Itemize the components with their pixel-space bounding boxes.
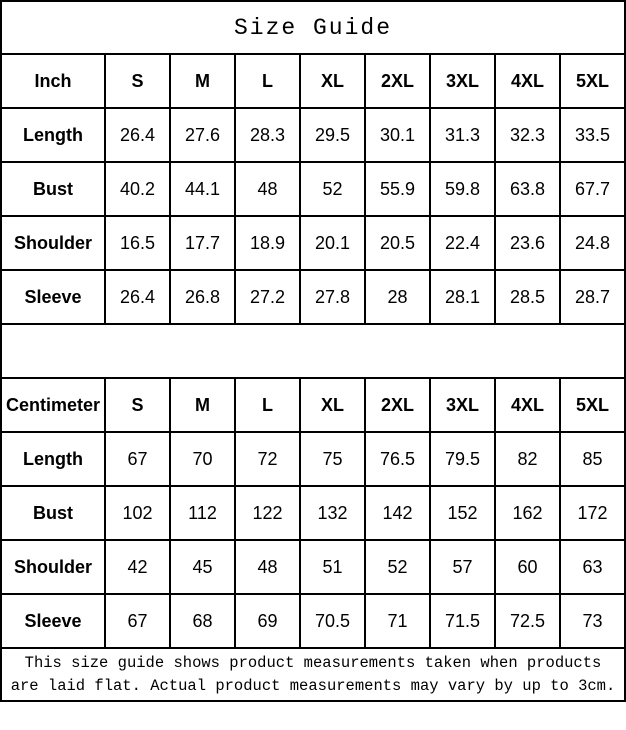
measurement-value: 85: [560, 432, 625, 486]
measurement-value: 102: [105, 486, 170, 540]
measurement-value: 79.5: [430, 432, 495, 486]
size-label: M: [170, 378, 235, 432]
size-label: XL: [300, 54, 365, 108]
measurement-value: 75: [300, 432, 365, 486]
size-label: 2XL: [365, 378, 430, 432]
measurement-value: 52: [300, 162, 365, 216]
measurement-value: 20.5: [365, 216, 430, 270]
measurement-value: 59.8: [430, 162, 495, 216]
size-label: 4XL: [495, 54, 560, 108]
measurement-value: 45: [170, 540, 235, 594]
title-row: [1, 1, 625, 54]
size-label: M: [170, 54, 235, 108]
measurement-value: 28.3: [235, 108, 300, 162]
footer-note-line2: are laid flat. Actual product measurements may vary by up to 3cm.: [10, 676, 616, 695]
measurement-value: 55.9: [365, 162, 430, 216]
measurement-value: 71: [365, 594, 430, 648]
measurement-value: 70.5: [300, 594, 365, 648]
separator-row: [1, 324, 625, 378]
unit-label: Inch: [1, 54, 105, 108]
measurement-value: 73: [560, 594, 625, 648]
measurement-value: 70: [170, 432, 235, 486]
size-label: XL: [300, 378, 365, 432]
measurement-value: 27.6: [170, 108, 235, 162]
measurement-value: 67.7: [560, 162, 625, 216]
measurement-value: 48: [235, 162, 300, 216]
measurement-value: 22.4: [430, 216, 495, 270]
measurement-value: 63: [560, 540, 625, 594]
measurement-row: [1, 486, 625, 540]
footer-row: [1, 648, 625, 701]
measurement-value: 44.1: [170, 162, 235, 216]
measurement-value: 28: [365, 270, 430, 324]
measurement-value: 112: [170, 486, 235, 540]
measurement-value: 82: [495, 432, 560, 486]
measurement-value: 172: [560, 486, 625, 540]
size-label: S: [105, 54, 170, 108]
measurement-value: 27.8: [300, 270, 365, 324]
measurement-label: Sleeve: [1, 594, 105, 648]
measurement-label: Shoulder: [1, 540, 105, 594]
measurement-value: 57: [430, 540, 495, 594]
centimeter-table: [1, 378, 625, 648]
measurement-label: Shoulder: [1, 216, 105, 270]
measurement-value: 68: [170, 594, 235, 648]
measurement-value: 33.5: [560, 108, 625, 162]
measurement-value: 52: [365, 540, 430, 594]
measurement-row: [1, 162, 625, 216]
measurement-row: [1, 432, 625, 486]
measurement-row: [1, 108, 625, 162]
measurement-value: 27.2: [235, 270, 300, 324]
measurement-value: 42: [105, 540, 170, 594]
measurement-value: 23.6: [495, 216, 560, 270]
measurement-value: 31.3: [430, 108, 495, 162]
title-section: [1, 1, 625, 54]
size-label: S: [105, 378, 170, 432]
measurement-label: Sleeve: [1, 270, 105, 324]
measurement-value: 17.7: [170, 216, 235, 270]
size-label: L: [235, 378, 300, 432]
measurement-value: 20.1: [300, 216, 365, 270]
measurement-value: 152: [430, 486, 495, 540]
measurement-value: 18.9: [235, 216, 300, 270]
measurement-value: 63.8: [495, 162, 560, 216]
size-label: 5XL: [560, 378, 625, 432]
measurement-row: [1, 270, 625, 324]
measurement-value: 28.5: [495, 270, 560, 324]
measurement-value: 40.2: [105, 162, 170, 216]
measurement-value: 67: [105, 594, 170, 648]
measurement-value: 72: [235, 432, 300, 486]
measurement-value: 71.5: [430, 594, 495, 648]
size-label: 2XL: [365, 54, 430, 108]
size-label: L: [235, 54, 300, 108]
measurement-value: 122: [235, 486, 300, 540]
measurement-value: 142: [365, 486, 430, 540]
footer-section: [1, 648, 625, 701]
size-label: 5XL: [560, 54, 625, 108]
measurement-value: 24.8: [560, 216, 625, 270]
measurement-value: 29.5: [300, 108, 365, 162]
size-label: 4XL: [495, 378, 560, 432]
measurement-value: 26.8: [170, 270, 235, 324]
measurement-row: [1, 540, 625, 594]
measurement-label: Length: [1, 432, 105, 486]
measurement-value: 69: [235, 594, 300, 648]
measurement-value: 28.1: [430, 270, 495, 324]
size-header-row: [1, 54, 625, 108]
measurement-row: [1, 216, 625, 270]
measurement-value: 132: [300, 486, 365, 540]
measurement-value: 28.7: [560, 270, 625, 324]
measurement-value: 32.3: [495, 108, 560, 162]
measurement-label: Length: [1, 108, 105, 162]
measurement-row: [1, 594, 625, 648]
measurement-value: 76.5: [365, 432, 430, 486]
measurement-value: 30.1: [365, 108, 430, 162]
measurement-value: 162: [495, 486, 560, 540]
footer-note-line1: This size guide shows product measurements taken when products: [24, 654, 602, 673]
unit-label: Centimeter: [1, 378, 105, 432]
size-header-row: [1, 378, 625, 432]
size-label: 3XL: [430, 378, 495, 432]
measurement-value: 16.5: [105, 216, 170, 270]
measurement-value: 48: [235, 540, 300, 594]
inch-table: [1, 54, 625, 324]
size-label: 3XL: [430, 54, 495, 108]
footer-note: [1, 648, 625, 701]
measurement-value: 72.5: [495, 594, 560, 648]
table-separator: [1, 324, 625, 378]
measurement-label: Bust: [1, 486, 105, 540]
page-title: Size Guide: [1, 1, 625, 54]
measurement-value: 51: [300, 540, 365, 594]
measurement-value: 60: [495, 540, 560, 594]
measurement-value: 26.4: [105, 108, 170, 162]
measurement-value: 26.4: [105, 270, 170, 324]
separator-section: [1, 324, 625, 378]
measurement-value: 67: [105, 432, 170, 486]
measurement-label: Bust: [1, 162, 105, 216]
